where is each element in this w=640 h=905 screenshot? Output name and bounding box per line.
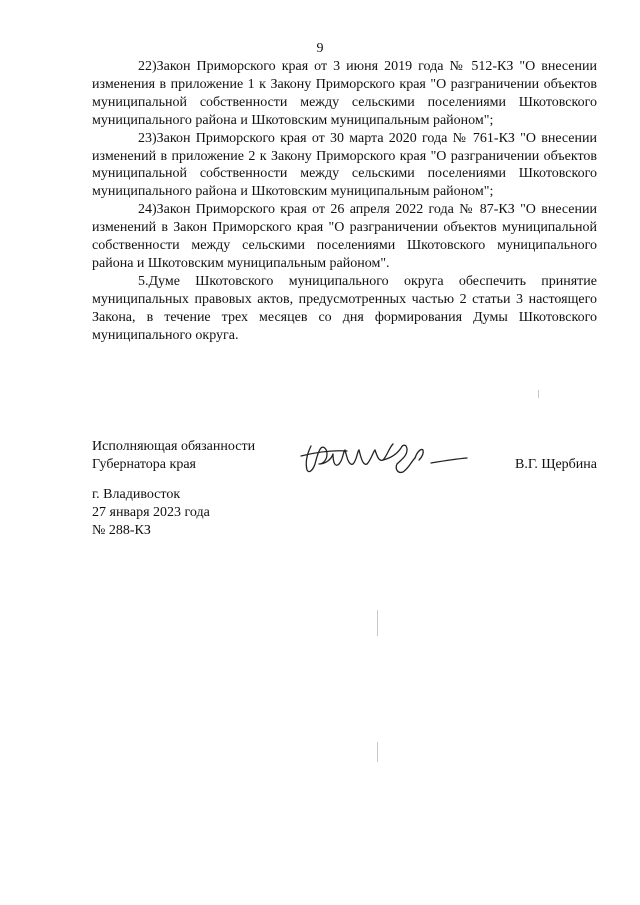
signer-title-line-1: Исполняющая обязанности xyxy=(92,439,256,454)
signature-block xyxy=(92,438,597,478)
paragraph-item-5: 5.Думе Шкотовского муниципального округа обеспечить принятие муниципальных правовых актов, предусмотренных частью 2 статьи 3 настоящего Закона, в течение трех месяцев со дня формирования Думы Шкотовского муниципального округа. xyxy=(92,273,597,343)
scan-speck xyxy=(538,390,539,398)
law-number: № 288-КЗ xyxy=(92,523,151,538)
paragraph-item-22: 22)Закон Приморского края от 3 июня 2019 года № 512-КЗ "О внесении изменения в приложение 1 к Закону Приморского края "О разграничении объектов муниципальной собственности между сельскими поселениями Шкотовского муниципального района и Шкотовским муниципальным районом"; xyxy=(92,59,597,128)
scan-speck xyxy=(377,742,378,762)
handwritten-signature xyxy=(297,434,477,478)
signing-date: 27 января 2023 года xyxy=(92,505,210,520)
paragraph-item-23: 23)Закон Приморского края от 30 марта 2020 года № 761-КЗ "О внесении изменений в приложение 2 к Закону Приморского края "О разграничении объектов муниципальной собственности между сельскими поселениями Шкотовского муниципального района и Шкотовским муниципальным районом"; xyxy=(92,130,597,200)
page-number: 9 xyxy=(316,41,324,56)
signer-name: В.Г. Щербина xyxy=(514,457,597,472)
signer-title xyxy=(92,438,255,474)
scan-speck xyxy=(377,610,378,636)
signer-title-line-2: Губернатора края xyxy=(92,457,196,472)
signing-city: г. Владивосток xyxy=(92,487,181,502)
paragraph-item-24: 24)Закон Приморского края от 26 апреля 2022 года № 87-КЗ "О внесении изменений в Закон Приморского края "О разграничении объектов муниципальной собственности между сельскими поселениями Шкотовского муниципального района и Шкотовским муниципальным районом". xyxy=(92,202,597,271)
place-date-block xyxy=(92,486,210,540)
law-text xyxy=(92,58,597,345)
